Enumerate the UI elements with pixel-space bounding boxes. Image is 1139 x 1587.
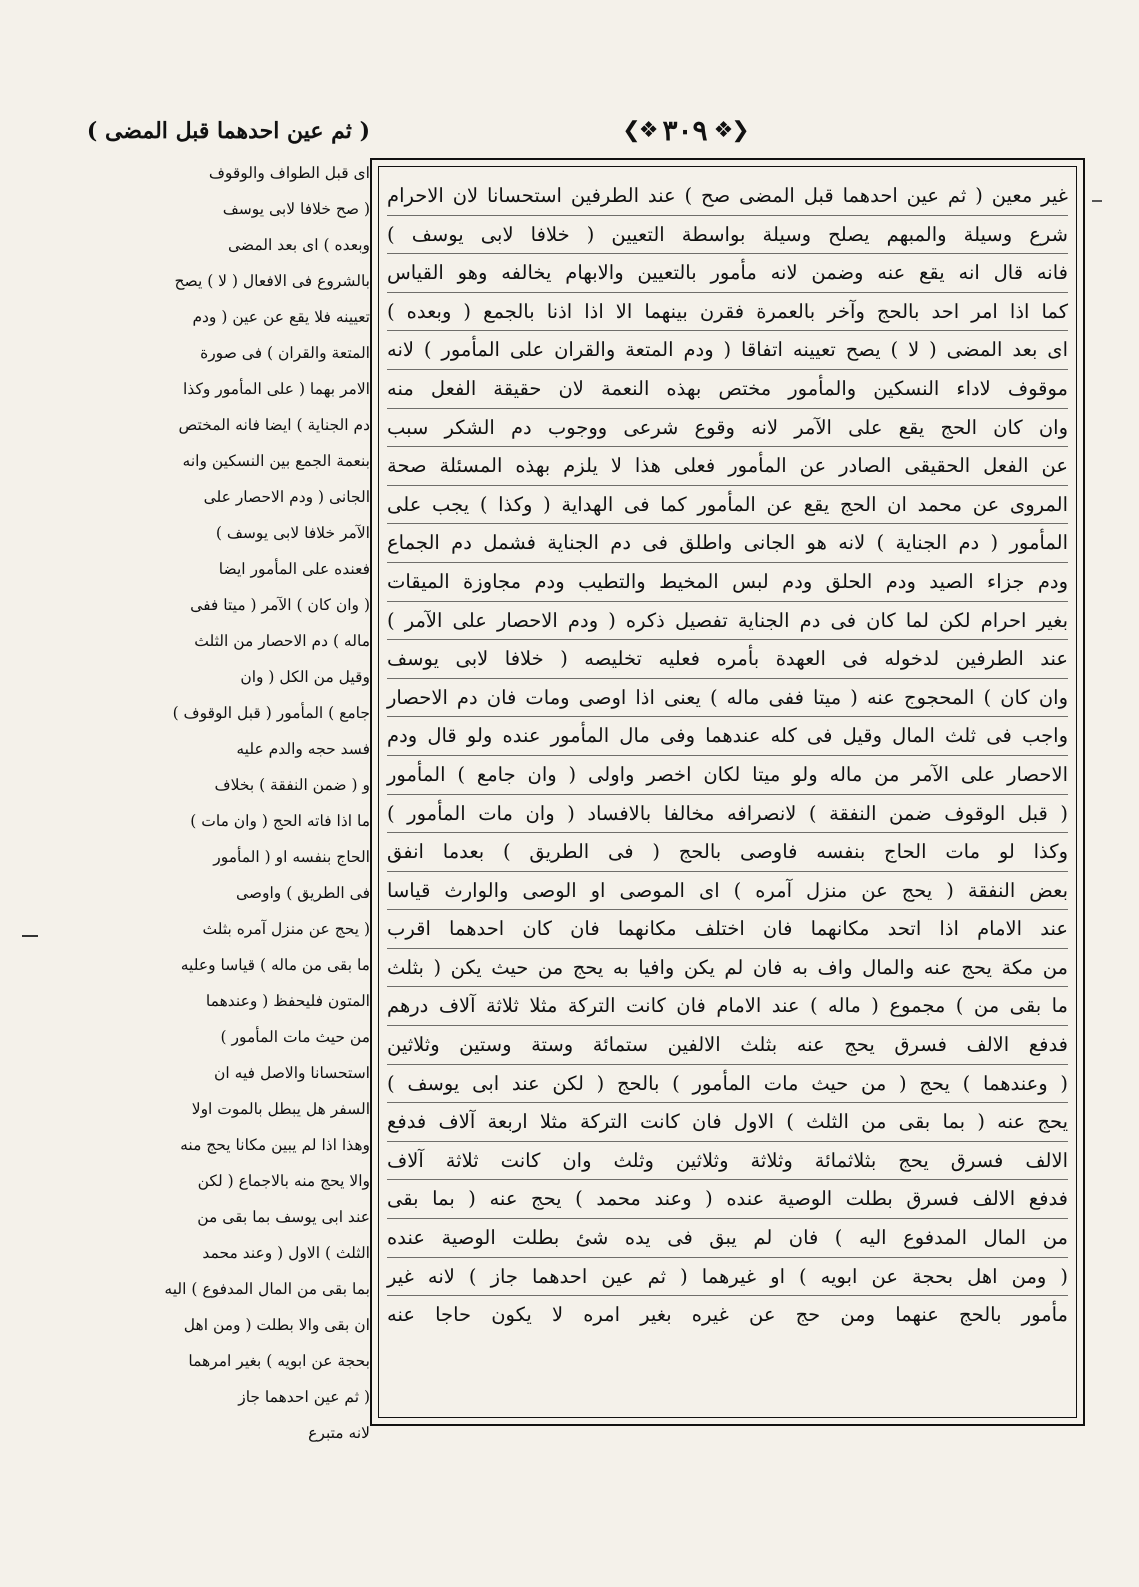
margin-line: و ( ضمن النفقة ) بخلاف	[214, 776, 370, 794]
main-text-line: الاحصار على الآمر من ماله ولو ميتا لكان اخصر واولى ( وان جامع ) المأمور	[387, 756, 1068, 795]
page-number: ٣٠٩	[662, 113, 708, 147]
main-text-line: عند الامام اذا اتحد مكانهما فان اختلف مكانهما فان كان احدهما اقرب	[387, 910, 1068, 949]
margin-line: الثلث ) الاول ( وعند محمد	[202, 1244, 370, 1262]
main-text-line: فدفع الالف فسرق يحج عنه بثلث الالفين ستمائة وستة وستين وثلاثين	[387, 1026, 1068, 1065]
main-text-line: وكذا لو مات الحاج بنفسه فاوصى بالحج ( فى الطريق ) بعدما انفق	[387, 833, 1068, 872]
margin-line: بحجة عن ابويه ) بغير امرهما	[188, 1352, 370, 1370]
main-text-line: ( ومن اهل بحجة عن ابويه ) او غيرهما ( ثم عين احدهما جاز ) لانه غير	[387, 1258, 1068, 1297]
margin-line: فسد حجه والدم عليه	[236, 740, 370, 758]
main-text-line: اى بعد المضى ( لا ) يصح تعيينه اتفاقا ( ودم المتعة والقران على المأمور ) لانه	[387, 331, 1068, 370]
margin-line: المتون فليحفظ ( وعندهما	[205, 992, 370, 1010]
margin-line: ما بقى من ماله ) قياسا وعليه	[180, 956, 370, 974]
margin-line: اى قبل الطواف والوقوف	[208, 164, 370, 182]
margin-commentary-column	[164, 155, 370, 1485]
main-text-line: ودم جزاء الصيد ودم الحلق ودم لبس المخيط والتطيب ودم مجاوزة الميقات	[387, 563, 1068, 602]
margin-line: الآمر خلافا لابى يوسف )	[215, 524, 370, 542]
margin-line: بنعمة الجمع بين النسكين وانه	[182, 452, 370, 470]
main-text-line: المأمور ( دم الجناية ) لانه هو الجانى واطلق فى دم الجناية فشمل دم الجماع	[387, 524, 1068, 563]
margin-line: بالشروع فى الافعال ( لا ) يصح	[174, 272, 370, 290]
main-text-line: وان كان الحج يقع على الآمر لانه وقوع شرعى ووجوب دم الشكر سبب	[387, 409, 1068, 448]
margin-line: ما اذا فاته الحج ( وان مات )	[190, 812, 370, 830]
main-text-line: شرع وسيلة والمبهم يصلح وسيلة بواسطة التعيين ( خلافا لابى يوسف )	[387, 216, 1068, 255]
margin-line: تعيينه فلا يقع عن عين ( ودم	[192, 308, 370, 326]
margin-line: بما بقى من المال المدفوع ) اليه	[164, 1280, 370, 1298]
main-text-line: ما بقى من ) مجموع ( ماله ) عند الامام فان كانت التركة مثلا ثلاثة آلاف درهم	[387, 987, 1068, 1026]
page-number-header	[600, 112, 770, 148]
margin-line: ( ثم عين احدهما جاز	[238, 1388, 370, 1406]
margin-line: فى الطريق ) واوصى	[235, 884, 370, 902]
margin-line: وهذا اذا لم يبين مكانا يحج منه	[180, 1136, 370, 1154]
margin-line: لانه متبرع	[308, 1424, 370, 1442]
main-text-line: مأمور بالحج عنهما ومن حج عن غيره بغير امره لا يكون حاجا عنه	[387, 1303, 1068, 1327]
main-text-line: ( قبل الوقوف ضمن النفقة ) لانصرافه مخالفا بالافساد ( وان مات المأمور )	[387, 795, 1068, 834]
main-text-line: واجب فى ثلث المال وقيل فى كله عندهما وفى مال المأمور عنده ولو قال ودم	[387, 717, 1068, 756]
main-text-line: الالف فسرق يحج بثلاثمائة وثلاثة وثلاثين وثلث وان كانت ثلاثة آلاف	[387, 1142, 1068, 1181]
main-text-line: وان كان ) المحجوج عنه ( ميتا ففى ماله ) يعنى اذا اوصى ومات فان دم الاحصار	[387, 679, 1068, 718]
margin-dash-left	[22, 935, 38, 937]
main-text-line: فانه قال انه يقع عنه وضمن لانه مأمور بالتعيين والابهام يخالفه وهو القياس	[387, 254, 1068, 293]
margin-line: ( صح خلافا لابى يوسف	[222, 200, 370, 218]
margin-line: والا يحج منه بالاجماع ( لكن	[197, 1172, 370, 1190]
margin-line: فعنده على المأمور ايضا	[218, 560, 370, 578]
margin-line: السفر هل يبطل بالموت اولا	[191, 1100, 370, 1118]
margin-line: ان بقى والا بطلت ( ومن اهل	[183, 1316, 370, 1334]
main-text-line: ( وعندهما ) يحج ( من حيث مات المأمور ) بالحج ( لكن عند ابى يوسف )	[387, 1065, 1068, 1104]
main-text-line: كما اذا امر احد بالحج وآخر بالعمرة فقرن بينهما الا اذا اذنا بالجمع ( وبعده )	[387, 293, 1068, 332]
margin-line: دم الجناية ) ايضا فانه المختص	[178, 416, 370, 434]
main-text-line: من المال المدفوع اليه ) فان لم يبق فى يده شئ بطلت الوصية عنده	[387, 1219, 1068, 1258]
main-text-line: بغير احرام لكن لما كان فى دم الجناية تفصيل ذكره ( ودم الاحصار على الآمر )	[387, 602, 1068, 641]
margin-line: وبعده ) اى بعد المضى	[227, 236, 370, 254]
margin-line: استحسانا والاصل فيه ان	[214, 1064, 370, 1082]
main-text-line: عن الفعل الحقيقى الصادر عن المأمور فعلى هذا لا يلزم بهذه المسئلة صحة	[387, 447, 1068, 486]
main-text-line: يحج عنه ( بما بقى من الثلث ) الاول فان كانت التركة مثلا اربعة آلاف فدفع	[387, 1103, 1068, 1142]
main-text-line: موقوف لاداء النسكين والمأمور مختص بهذه النعمة لان حقيقة الفعل منه	[387, 370, 1068, 409]
margin-line: جامع ) المأمور ( قبل الوقوف )	[172, 704, 370, 722]
ornament-left-icon: ❮❖	[622, 117, 657, 143]
margin-heading: ( ثم عين احدهما قبل المضى )	[86, 118, 370, 144]
margin-line: وقيل من الكل ( وان	[240, 668, 370, 686]
margin-line: الجانى ( ودم الاحصار على	[203, 488, 370, 506]
margin-line: الامر بهما ( على المأمور وكذا	[183, 380, 370, 398]
main-text-frame	[370, 158, 1085, 1426]
main-text-line: من مكة يحج عنه والمال واف به فان لم يكن وافيا به يحج من حيث يكن ( بثلث	[387, 949, 1068, 988]
margin-line: عند ابى يوسف بما بقى من	[197, 1208, 370, 1226]
margin-line: المتعة والقران ) فى صورة	[200, 344, 370, 362]
ornament-right-icon: ❖❯	[713, 117, 748, 143]
margin-line: ماله ) دم الاحصار من الثلث	[194, 632, 370, 650]
main-text-line: المروى عن محمد ان الحج يقع عن المأمور كما فى الهداية ( وكذا ) يجب على	[387, 486, 1068, 525]
margin-line: من حيث مات المأمور )	[220, 1028, 370, 1046]
main-text-line: فدفع الالف فسرق بطلت الوصية عنده ( وعند محمد ) يحج عنه ( بما بقى	[387, 1180, 1068, 1219]
margin-line: ( يحج عن منزل آمره بثلث	[202, 920, 370, 938]
main-text-line: عند الطرفين لدخوله فى العهدة بأمره فعليه تخليصه ( خلافا لابى يوسف	[387, 640, 1068, 679]
margin-dash-right	[1092, 200, 1102, 202]
main-text-line: بعض النفقة ( يحج عن منزل آمره ) اى الموصى او الوصى والوارث قياسا	[387, 872, 1068, 911]
main-text-body	[378, 166, 1077, 1418]
margin-line: ( وان كان ) الآمر ( ميتا ففى	[190, 596, 370, 614]
main-text-line: غير معين ( ثم عين احدهما قبل المضى صح ) عند الطرفين استحسانا لان الاحرام	[387, 177, 1068, 216]
margin-line: الحاج بنفسه او ( المأمور	[213, 848, 370, 866]
